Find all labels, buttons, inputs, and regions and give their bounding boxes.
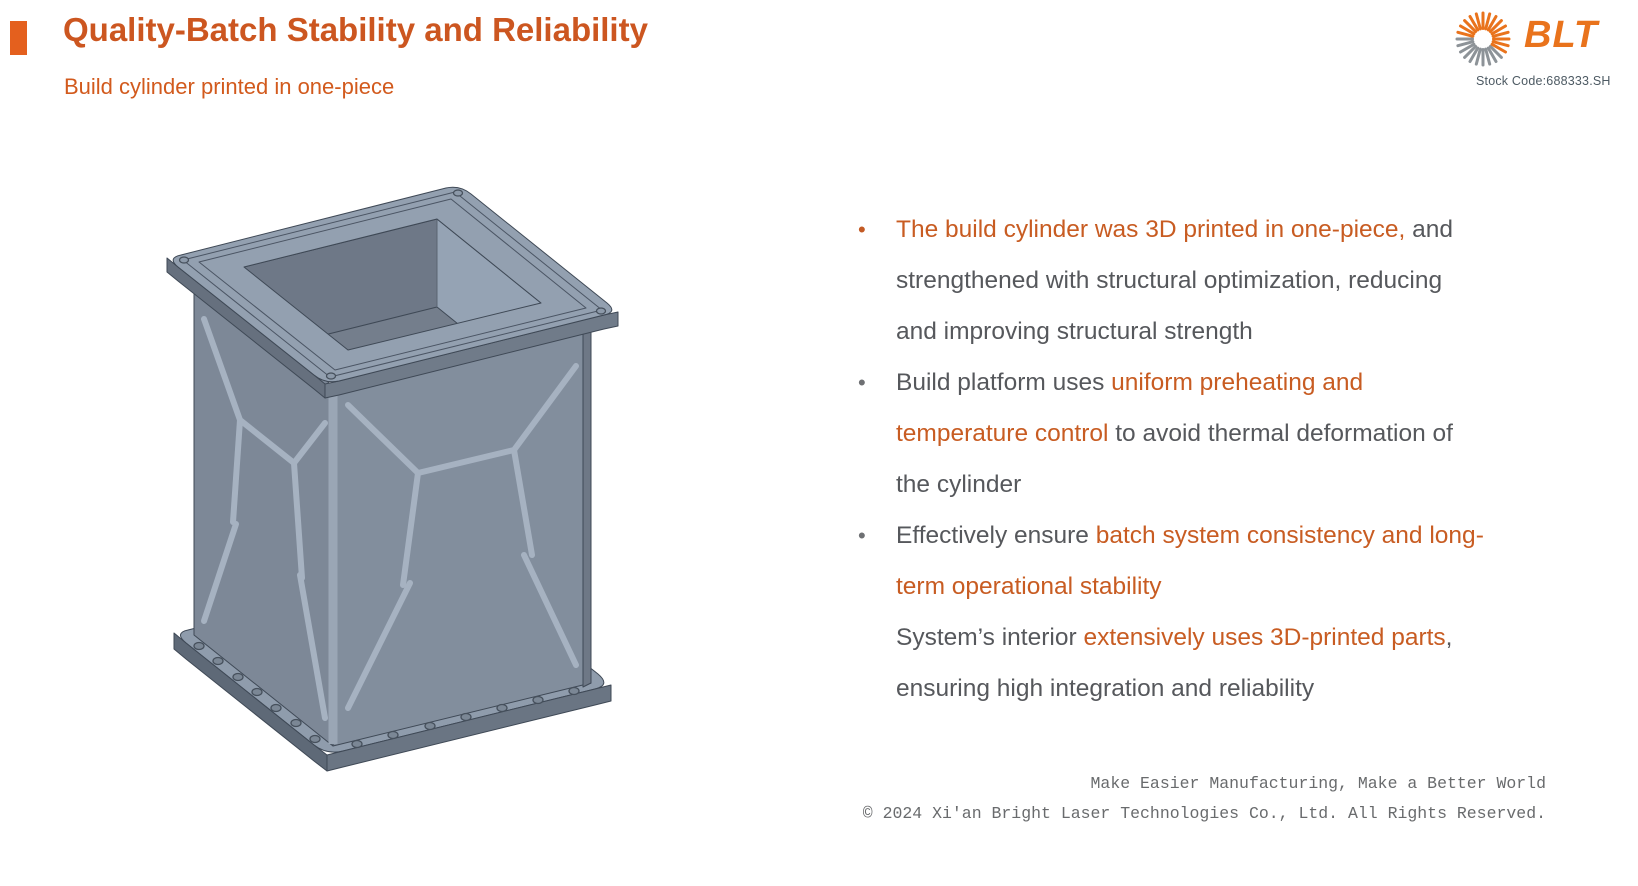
bullet-item xyxy=(858,357,1568,510)
page-subtitle: Build cylinder printed in one-piece xyxy=(64,74,395,99)
blt-sunburst-icon xyxy=(1454,10,1512,68)
stock-code: Stock Code:688333.SH xyxy=(1476,74,1611,88)
bullet-text-segment: strengthened with structural optimization, reducing xyxy=(896,267,1443,294)
bullet-text xyxy=(896,510,1484,612)
bullet-text-segment: term operational stability xyxy=(896,573,1162,600)
bullet-text-segment: batch system consistency and long- xyxy=(1095,522,1484,549)
bullet-text-segment: and improving structural strength xyxy=(896,318,1253,345)
bullet-text xyxy=(896,357,1453,510)
bullet-text-segment: Build platform uses xyxy=(896,369,1112,396)
blt-brand-text: BLT xyxy=(1524,14,1599,56)
bullet-item xyxy=(858,204,1568,357)
bullet-text-segment: , xyxy=(1445,624,1453,651)
bullet-text-segment: and xyxy=(1405,216,1454,243)
bullet-text xyxy=(896,612,1452,714)
bullet-marker: • xyxy=(858,217,866,242)
bullet-marker: • xyxy=(858,370,866,395)
bullet-text-segment: ensuring high integration and reliability xyxy=(896,675,1315,702)
bullet-text-segment: extensively uses 3D-printed parts xyxy=(1083,624,1446,651)
bullet-text-segment: to avoid thermal deformation of xyxy=(1108,420,1453,447)
bullet-marker: • xyxy=(858,523,866,548)
bullet-text-segment: uniform preheating and xyxy=(1111,369,1364,396)
footer xyxy=(863,769,1546,829)
bullet-text-segment: The build cylinder was 3D printed in one-piece, xyxy=(896,216,1406,243)
bullet-text-segment: System’s interior xyxy=(896,624,1084,651)
bullet-text-segment: the cylinder xyxy=(896,471,1022,498)
footer-copyright: © 2024 Xi'an Bright Laser Technologies Co., Ltd. All Rights Reserved. xyxy=(862,804,1546,823)
bullet-text-segment: temperature control xyxy=(896,420,1109,447)
bullet-item xyxy=(858,612,1568,714)
title-accent-bar xyxy=(10,21,27,55)
bullet-list xyxy=(858,204,1568,714)
blt-logo xyxy=(1452,6,1627,98)
bullet-item xyxy=(858,510,1568,612)
page-title: Quality-Batch Stability and Reliability xyxy=(63,11,648,48)
bullet-text-segment: Effectively ensure xyxy=(896,522,1096,549)
bullet-text xyxy=(896,204,1453,357)
footer-tagline: Make Easier Manufacturing, Make a Better World xyxy=(1090,774,1546,793)
build-cylinder-3d-render xyxy=(140,160,800,810)
